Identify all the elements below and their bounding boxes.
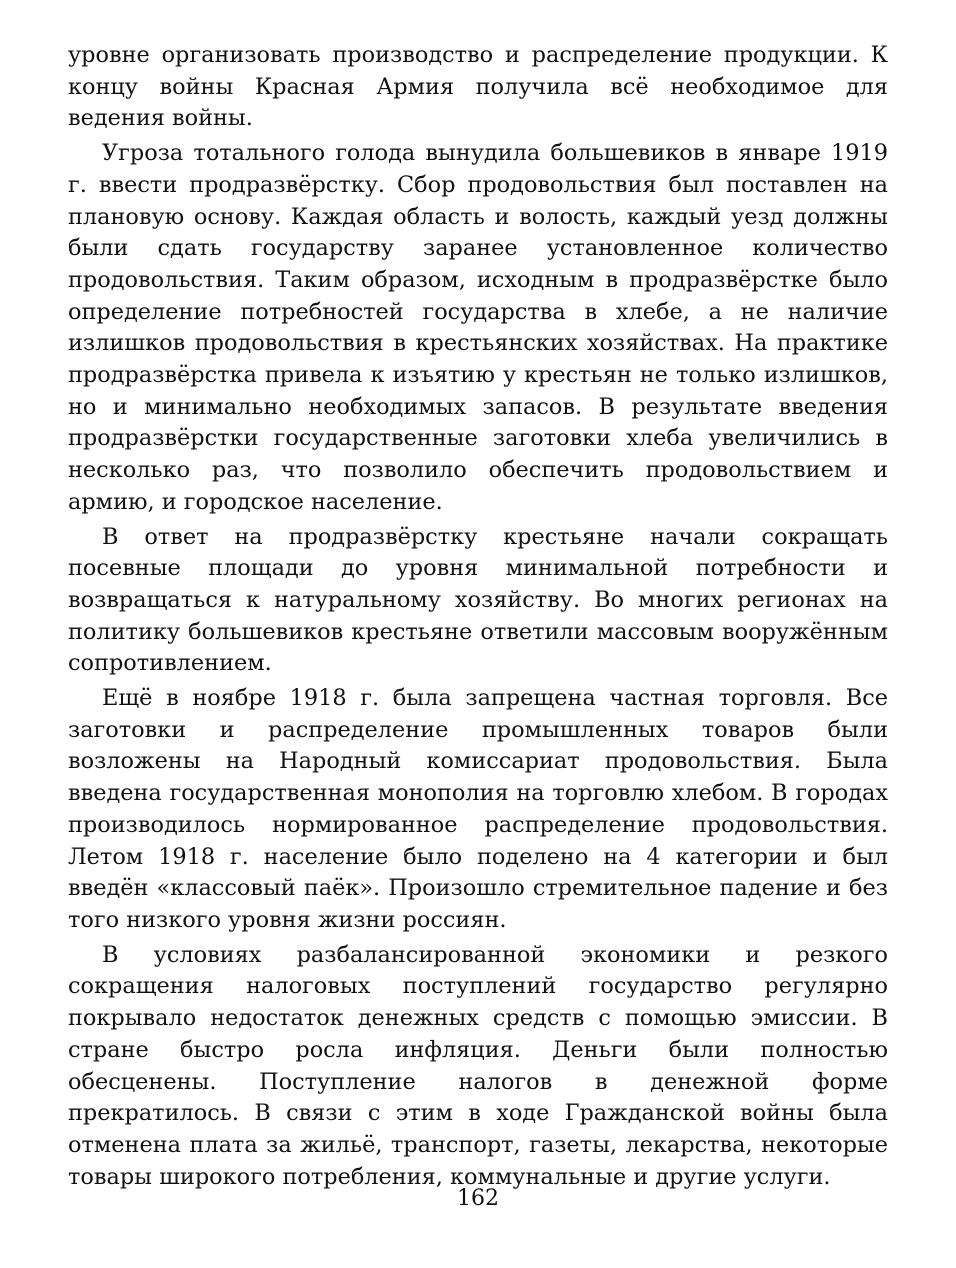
page-number: 162: [457, 1186, 499, 1211]
paragraph-trade-ban: Ещё в ноябре 1918 г. была запрещена частная торговля. Все заготовки и распределение промышленных товаров были возложены на Народный комиссариат продовольствия. Была введена государственная монополия на торговлю хлебом. В городах производилось нормированное распределение продовольствия. Летом 1918 г. население было поделено на 4 категории и был введён «классовый паёк». Произошло стремительное падение и без того низкого уровня жизни россиян.: [68, 685, 888, 933]
paragraph-prodrazverstka: Угроза тотального голода вынудила большевиков в январе 1919 г. ввести продразвёрстку. Сбор продовольствия был поставлен на плановую основу. Каждая область и волость, каждый уезд должны были сдать государству заранее установленное количество продовольствия. Таким образом, исходным в продразвёрстке было определение потребностей государства в хлебе, а не наличие излишков продовольствия в крестьянских хозяйствах. На практике продразвёрстка привела к изъятию у крестьян не только излишков, но и минимально необходимых запасов. В результате введения продразвёрстки государственные заготовки хлеба увеличились в несколько раз, что позволило обеспечить продовольствием и армию, и городское население.: [68, 140, 888, 515]
paragraph-inflation: В условиях разбалансированной экономики и резкого сокращения налоговых поступлений государство регулярно покрывало недостаток денежных средств с помощью эмиссии. В стране быстро росла инфляция. Деньги были полностью обесценены. Поступление налогов в денежной форме прекратилось. В связи с этим в ходе Гражданской войны была отменена плата за жильё, транспорт, газеты, лекарства, некоторые товары широкого потребления, коммунальные и другие услуги.: [68, 941, 888, 1190]
body-text: [68, 40, 888, 1193]
paragraph-continuation: уровне организовать производство и распределение продукции. К концу войны Красная Армия получила всё необходимое для ведения войны.: [68, 42, 888, 132]
paragraph-peasant-response: В ответ на продразвёрстку крестьяне начали сокращать посевные площади до уровня минимальной потребности и возвращаться к натуральному хозяйству. Во многих регионах на политику большевиков крестьяне ответили массовым вооружённым сопротивлением.: [68, 523, 888, 677]
